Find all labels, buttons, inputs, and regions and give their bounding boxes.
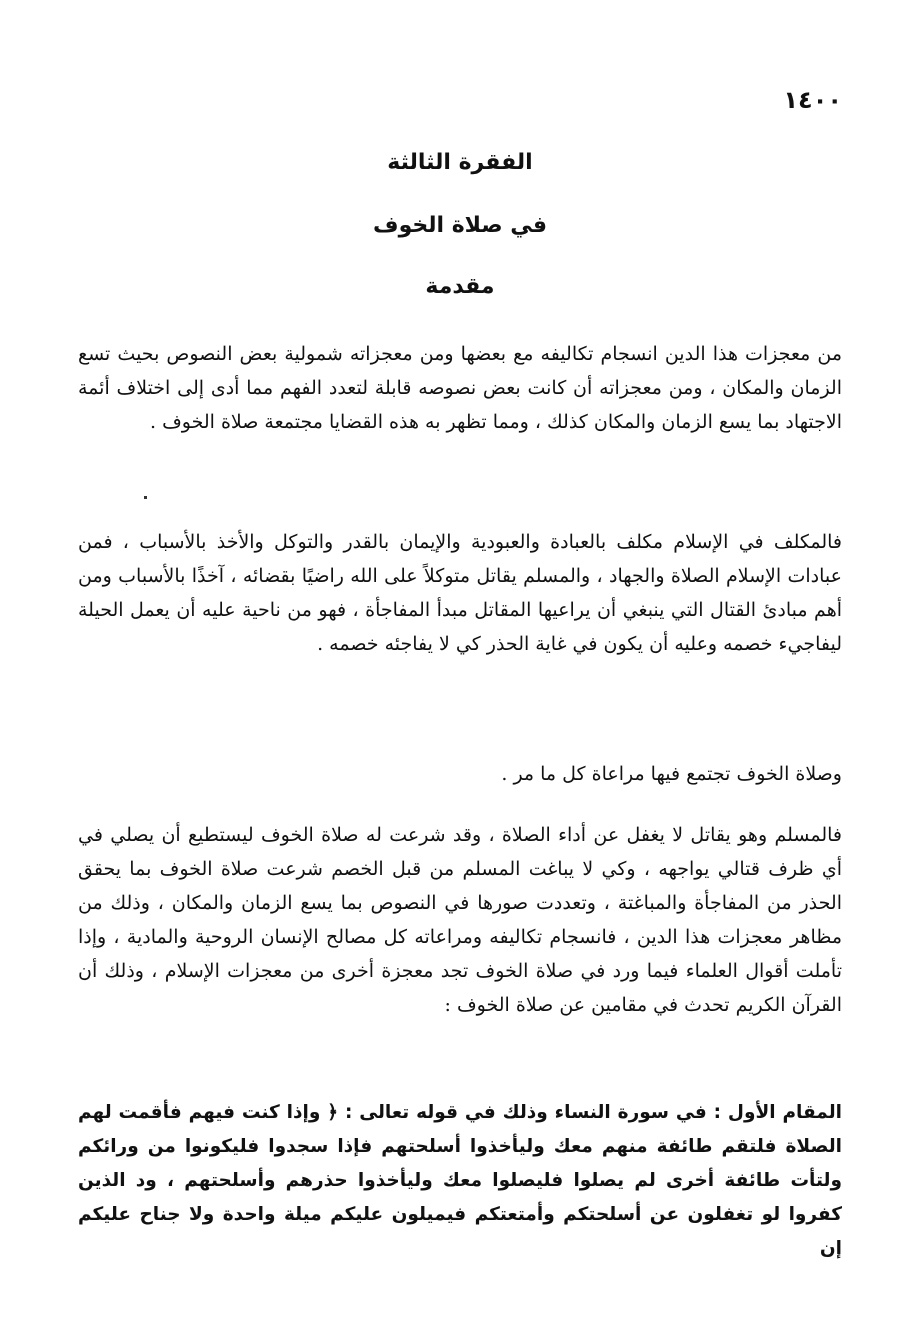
- section-heading: الفقرة الثالثة: [387, 150, 533, 175]
- paragraph-miracles: من معجزات هذا الدين انسجام تكاليفه مع بعضها ومن معجزاته شمولية بعض النصوص بحيث تسع الزمان والمكان ، ومن معجزاته أن كانت بعض نصوصه قابلة لتعدد الفهم مما أدى إلى اختلاف أئمة الاجتهاد بما يسع الزمان والمكان كذلك ، ومما تظهر به هذه القضايا مجتمعة صلاة الخوف .: [78, 343, 842, 433]
- paragraph-obligations: فالمكلف في الإسلام مكلف بالعبادة والعبودية والإيمان بالقدر والتوكل والأخذ بالأسباب ، فمن عبادات الإسلام الصلاة والجهاد ، والمسلم يقاتل متوكلاً على الله راضيًا بقضائه ، آخذًا بالأسباب ومن أهم مبادئ القتال التي ينبغي أن يراعيها المقاتل مبدأ المفاجأة ، فهو من ناحية عليه أن يعمل الحيلة ليفاجيء خصمه وعليه أن يكون في غاية الحذر كي لا يفاجئه خصمه .: [78, 531, 842, 655]
- print-speck: [144, 496, 147, 499]
- page-number: ١٤٠٠: [783, 86, 842, 114]
- first-station-text: في سورة النساء وذلك في قوله تعالى : ﴿ وإذا كنت فيهم فأقمت لهم الصلاة فلتقم طائفة منهم معك وليأخذوا أسلحتهم فإذا سجدوا فليكونوا من ورائكم ولتأت طائفة أخرى لم يصلوا فليصلوا معك وليأخذوا حذرهم وأسلحتهم ، ود الذين كفروا لو تغفلون عن أسلحتكم وأمتعتكم فيميلون عليكم ميلة واحدة ولا جناح عليكم إن: [78, 1102, 842, 1259]
- paragraph-summary: وصلاة الخوف تجتمع فيها مراعاة كل ما مر .: [501, 763, 842, 785]
- introduction-heading: مقدمة: [425, 274, 495, 299]
- paragraph-fear-prayer: فالمسلم وهو يقاتل لا يغفل عن أداء الصلاة ، وقد شرعت له صلاة الخوف ليستطيع أن يصلي في أي ظرف قتالي يواجهه ، وكي لا يباغت المسلم من قبل الخصم شرعت صلاة الخوف بما يحقق الحذر من المفاجأة والمباغتة ، وتعددت صورها في النصوص بما يسع الزمان والمكان ، وذلك من مظاهر معجزات هذا الدين ، فانسجام تكاليفه ومراعاته كل مصالح الإنسان الروحية والمادية ، وإذا تأملت أقوال العلماء فيما ورد في صلاة الخوف تجد معجزة أخرى من معجزات الإسلام ، وذلك أن القرآن الكريم تحدث في مقامين عن صلاة الخوف :: [78, 824, 842, 1016]
- chapter-title: في صلاة الخوف: [373, 213, 547, 238]
- first-station-label: المقام الأول :: [713, 1102, 842, 1123]
- paragraph-first-station: [78, 1096, 842, 1266]
